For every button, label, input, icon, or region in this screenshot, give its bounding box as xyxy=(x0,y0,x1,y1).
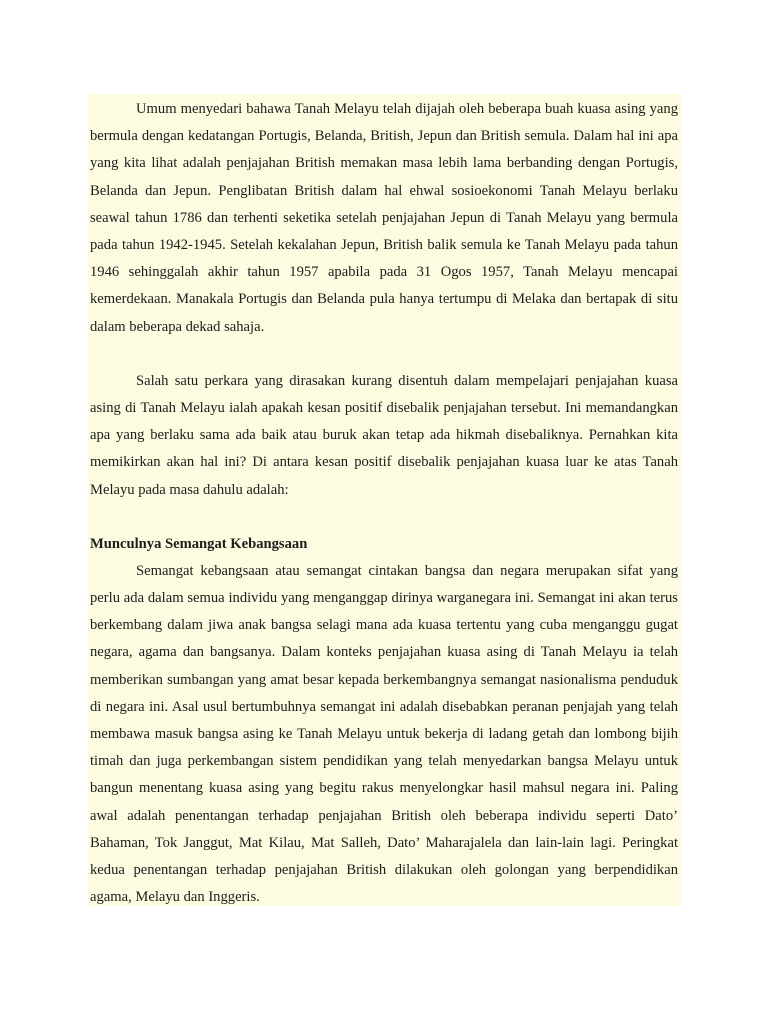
positive-effects-paragraph: Salah satu perkara yang dirasakan kurang disentuh dalam mempelajari penjajahan kuasa asing di Tanah Melayu ialah apakah kesan positif disebalik penjajahan tersebut. Ini memandangkan apa yang berlaku sama ada baik atau buruk akan tetap ada hikmah disebaliknya. Pernahkan kita memikirkan akan hal ini? Di antara kesan positif disebalik penjajahan kuasa luar ke atas Tanah Melayu pada masa dahulu adalah: xyxy=(90,372,678,498)
document-body xyxy=(90,96,678,911)
section-body-paragraph: Semangat kebangsaan atau semangat cintakan bangsa dan negara merupakan sifat yang perlu ada dalam semua individu yang menganggap dirinya warganegara ini. Semangat ini akan terus berkembang dalam jiwa anak bangsa selagi mana ada kuasa tertentu yang cuba menganggu gugat negara, agama dan bangsanya. Dalam konteks penjajahan kuasa asing di Tanah Melayu ia telah memberikan sumbangan yang amat besar kepada berkembangnya semangat nasionalisma penduduk di negara ini. Asal usul bertumbuhnya semangat ini adalah disebabkan peranan penjajah yang telah membawa masuk bangsa asing ke Tanah Melayu untuk bekerja di ladang getah dan lombong bijih timah dan juga perkembangan sistem pendidikan yang telah menyedarkan bangsa Melayu untuk bangun menentang kuasa asing yang begitu rakus menyelongkar hasil mahsul negara ini. Paling awal adalah penentangan terhadap penjajahan British oleh beberapa individu seperti Dato’ Bahaman, Tok Janggut, Mat Kilau, Mat Salleh, Dato’ Maharajalela dan lain-lain lagi. Peringkat kedua penentangan terhadap penjajahan British dilakukan oleh golongan yang berpendidikan agama, Melayu dan Inggeris. xyxy=(90,562,678,906)
intro-paragraph: Umum menyedari bahawa Tanah Melayu telah dijajah oleh beberapa buah kuasa asing yang bermula dengan kedatangan Portugis, Belanda, British, Jepun dan British semula. Dalam hal ini apa yang kita lihat adalah penjajahan British memakan masa lebih lama berbanding dengan Portugis, Belanda dan Jepun. Penglibatan British dalam hal ehwal sosioekonomi Tanah Melayu berlaku seawal tahun 1786 dan terhenti seketika setelah penjajahan Jepun di Tanah Melayu yang bermula pada tahun 1942-1945. Setelah kekalahan Jepun, British balik semula ke Tanah Melayu pada tahun 1946 sehinggalah akhir tahun 1957 apabila pada 31 Ogos 1957, Tanah Melayu mencapai kemerdekaan. Manakala Portugis dan Belanda pula hanya tertumpu di Melaka dan bertapak di situ dalam beberapa dekad sahaja. xyxy=(90,101,678,335)
section-heading: Munculnya Semangat Kebangsaan xyxy=(90,535,308,552)
